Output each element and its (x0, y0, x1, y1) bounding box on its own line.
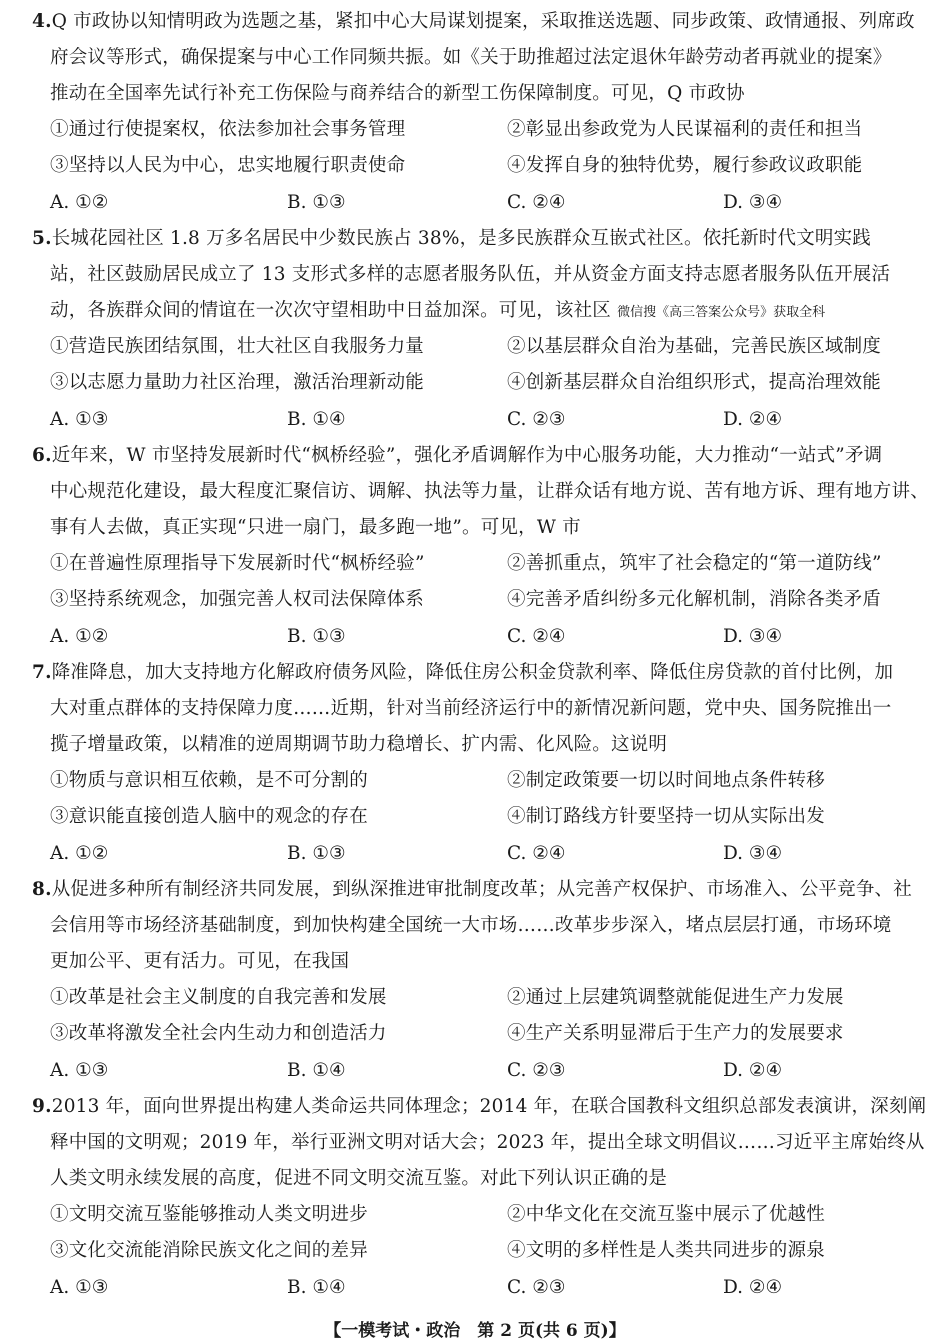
question-stem-line: 府会议等形式，确保提案与中心工作同频共振。如《关于助推超过法定退休年龄劳动者再就业的提案》 (50, 47, 892, 68)
choice-d: D. ②④ (723, 1060, 783, 1081)
choice-b: B. ①③ (287, 626, 346, 647)
choice-a: A. ①③ (50, 1060, 109, 1081)
choice-c: C. ②④ (507, 843, 566, 864)
question-stem-line: 会信用等市场经济基础制度，到加快构建全国统一大市场……改革步步深入，堵点层层打通，市场环境 (50, 915, 892, 936)
question-stem-line: 中心规范化建设，最大程度汇聚信访、调解、执法等力量，让群众话有地方说、苦有地方诉、理有地方讲、 (50, 481, 929, 502)
choice-b: B. ①③ (287, 843, 346, 864)
question-stem-line: 大对重点群体的支持保障力度……近期，针对当前经济运行中的新情况新问题，党中央、国务院推出一 (50, 698, 892, 719)
statement-2: ②中华文化在交流互鉴中展示了优越性 (507, 1204, 825, 1225)
choice-c: C. ②③ (507, 1277, 566, 1298)
question-stem-line: 9.2013 年，面向世界提出构建人类命运共同体理念；2014 年，在联合国教科文组织总部发表演讲，深刻阐 (32, 1096, 927, 1117)
statement-4: ④完善矛盾纠纷多元化解机制，消除各类矛盾 (507, 589, 882, 610)
choice-a: A. ①② (50, 192, 109, 213)
statement-2: ②以基层群众自治为基础，完善民族区域制度 (507, 336, 882, 357)
question-stem-line: 5.长城花园社区 1.8 万多名居民中少数民族占 38%，是多民族群众互嵌式社区。依托新时代文明实践 (32, 228, 872, 249)
question-stem-line: 揽子增量政策，以精准的逆周期调节助力稳增长、扩内需、化风险。这说明 (50, 734, 668, 755)
question-stem-line: 推动在全国率先试行补充工伤保险与商养结合的新型工伤保障制度。可见，Q 市政协 (50, 83, 745, 104)
statement-4: ④发挥自身的独特优势，履行参政议政职能 (507, 155, 863, 176)
question-stem-line: 7.降准降息，加大支持地方化解政府债务风险，降低住房公积金贷款利率、降低住房贷款的首付比例，加 (32, 662, 894, 683)
question-stem-line: 释中国的文明观；2019 年，举行亚洲文明对话大会；2023 年，提出全球文明倡议……习近平主席始终从 (50, 1132, 925, 1153)
choice-c: C. ②④ (507, 192, 566, 213)
choice-b: B. ①④ (287, 1060, 346, 1081)
choice-d: D. ③④ (723, 843, 783, 864)
statement-2: ②善抓重点，筑牢了社会稳定的“第一道防线” (507, 553, 882, 574)
question-number: 7. (32, 662, 52, 683)
choice-c: C. ②④ (507, 626, 566, 647)
statement-1: ①改革是社会主义制度的自我完善和发展 (50, 987, 387, 1008)
statement-2: ②彰显出参政党为人民谋福利的责任和担当 (507, 119, 863, 140)
statement-3: ③改革将激发全社会内生动力和创造活力 (50, 1023, 387, 1044)
choice-a: A. ①③ (50, 409, 109, 430)
choice-a: A. ①② (50, 843, 109, 864)
question-stem-line: 动，各族群众间的情谊在一次次守望相助中日益加深。可见，该社区 微信搜《高三答案公众号》获取全科 (50, 300, 826, 321)
question-number: 4. (32, 11, 52, 32)
question-number: 5. (32, 228, 52, 249)
choice-d: D. ③④ (723, 192, 783, 213)
question-stem-line: 8.从促进多种所有制经济共同发展，到纵深推进审批制度改革；从完善产权保护、市场准入、公平竞争、社 (32, 879, 912, 900)
choice-a: A. ①② (50, 626, 109, 647)
statement-1: ①营造民族团结氛围，壮大社区自我服务力量 (50, 336, 425, 357)
choice-d: D. ③④ (723, 626, 783, 647)
question-number: 8. (32, 879, 52, 900)
watermark-text: 微信搜《高三答案公众号》获取全科 (617, 305, 826, 320)
statement-3: ③意识能直接创造人脑中的观念的存在 (50, 806, 368, 827)
choice-b: B. ①④ (287, 409, 346, 430)
statement-3: ③以志愿力量助力社区治理，激活治理新动能 (50, 372, 425, 393)
question-number: 6. (32, 445, 52, 466)
choice-a: A. ①③ (50, 1277, 109, 1298)
statement-2: ②通过上层建筑调整就能促进生产力发展 (507, 987, 844, 1008)
statement-1: ①通过行使提案权，依法参加社会事务管理 (50, 119, 406, 140)
statement-1: ①物质与意识相互依赖，是不可分割的 (50, 770, 368, 791)
question-stem-line: 4.Q 市政协以知情明政为选题之基，紧扣中心大局谋划提案，采取推送选题、同步政策、政情通报、列席政 (32, 11, 915, 32)
statement-3: ③文化交流能消除民族文化之间的差异 (50, 1240, 368, 1261)
choice-d: D. ②④ (723, 409, 783, 430)
question-number: 9. (32, 1096, 52, 1117)
question-stem-line: 站，社区鼓励居民成立了 13 支形式多样的志愿者服务队伍，并从资金方面支持志愿者服务队伍开展活 (50, 264, 891, 285)
question-stem-line: 人类文明永续发展的高度，促进不同文明交流互鉴。对此下列认识正确的是 (50, 1168, 668, 1189)
choice-b: B. ①④ (287, 1277, 346, 1298)
choice-c: C. ②③ (507, 1060, 566, 1081)
statement-4: ④创新基层群众自治组织形式，提高治理效能 (507, 372, 882, 393)
statement-4: ④制订路线方针要坚持一切从实际出发 (507, 806, 825, 827)
question-stem-line: 事有人去做，真正实现“只进一扇门，最多跑一地”。可见，W 市 (50, 517, 581, 538)
choice-d: D. ②④ (723, 1277, 783, 1298)
question-stem-line: 6.近年来，W 市坚持发展新时代“枫桥经验”，强化矛盾调解作为中心服务功能，大力推动“一站式”矛调 (32, 445, 883, 466)
statement-3: ③坚持系统观念，加强完善人权司法保障体系 (50, 589, 425, 610)
statement-4: ④文明的多样性是人类共同进步的源泉 (507, 1240, 825, 1261)
statement-4: ④生产关系明显滞后于生产力的发展要求 (507, 1023, 844, 1044)
statement-1: ①在普遍性原理指导下发展新时代“枫桥经验” (50, 553, 425, 574)
choice-b: B. ①③ (287, 192, 346, 213)
question-stem-line: 更加公平、更有活力。可见，在我国 (50, 951, 350, 972)
statement-3: ③坚持以人民为中心，忠实地履行职责使命 (50, 155, 406, 176)
statement-1: ①文明交流互鉴能够推动人类文明进步 (50, 1204, 368, 1225)
choice-c: C. ②③ (507, 409, 566, 430)
page-footer: 【一模考试・政治 第 2 页(共 6 页)】 (324, 1321, 626, 1341)
statement-2: ②制定政策要一切以时间地点条件转移 (507, 770, 825, 791)
